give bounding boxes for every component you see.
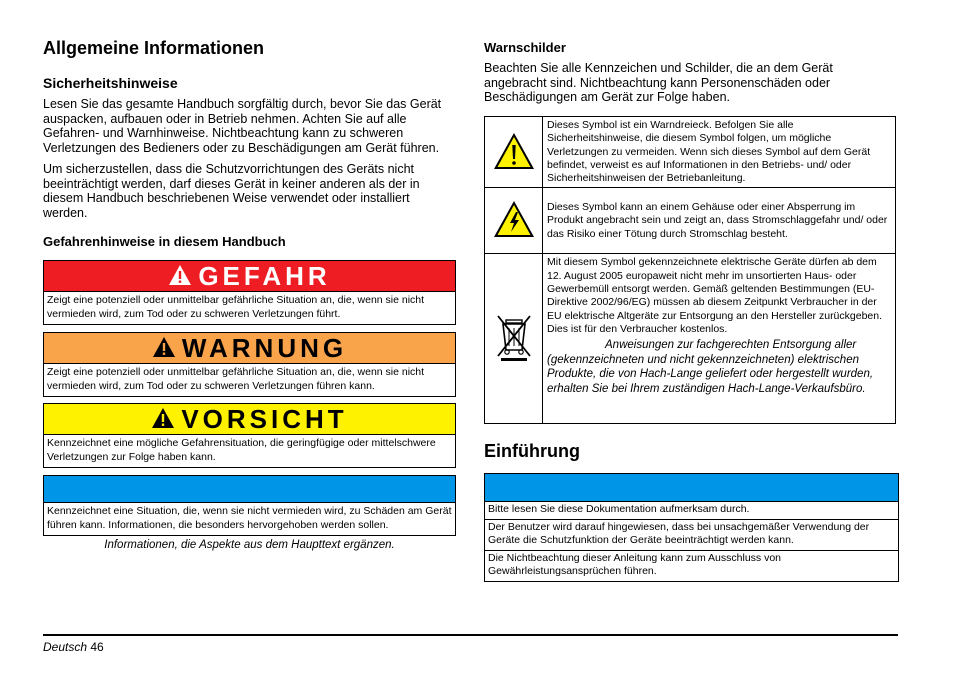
warning-triangle-icon xyxy=(168,264,192,286)
crossed-bin-icon xyxy=(492,312,536,362)
hazard-box-warning xyxy=(43,332,456,397)
note-italic: Informationen, die Aspekte aus dem Haupttext ergänzen. xyxy=(104,539,395,551)
warning-triangle-icon xyxy=(492,131,536,171)
intro-row: Bitte lesen Sie diese Dokumentation aufmerksam durch. xyxy=(485,502,898,520)
table-row xyxy=(485,254,896,424)
sign-text-cell xyxy=(543,254,896,424)
hazard-band-danger xyxy=(44,261,455,292)
hazard-description: Kennzeichnet eine mögliche Gefahrensituation, die geringfügige oder mittelschwere Verletzungen zur Folge haben kann. xyxy=(47,437,436,463)
table-row xyxy=(485,117,896,188)
sign-icon-cell xyxy=(485,188,543,254)
table-row xyxy=(485,188,896,254)
warn-paragraph: Beachten Sie alle Kennzeichen und Schilder, die an dem Gerät angebracht sind. Nichtbeachtung kann Personenschäden oder Beschädigungen am Gerät zur Folge haben. xyxy=(484,61,833,105)
sign-icon-cell xyxy=(485,254,543,424)
warning-triangle-icon xyxy=(152,336,176,358)
hazard-label: GEFAHR xyxy=(198,260,331,291)
safety-heading: Sicherheitshinweise xyxy=(43,75,178,91)
footer-language: Deutsch xyxy=(43,640,88,654)
safety-paragraph-1: Lesen Sie das gesamte Handbuch sorgfältig durch, bevor Sie das Gerät auspacken, aufbauen oder in Betrieb nehmen. Achten Sie auf alle Gefahren- und Warnhinweise. Nichtbeachtung kann zu schweren Verletzungen des Bedieners oder zu Beschädigungen am Gerät führen. xyxy=(43,97,442,156)
hazard-description: Kennzeichnet eine Situation, die, wenn sie nicht vermieden wird, zu Schäden am Gerät führen kann. Informationen, die besonders hervorgehoben werden sollen. xyxy=(47,505,452,531)
hazard-description: Zeigt eine potenziell oder unmittelbar gefährliche Situation an, die, wenn sie nicht vermieden wird, zum Tod oder zu schweren Verletzungen führen kann. xyxy=(47,366,425,392)
hazard-box-caution xyxy=(43,403,456,468)
sign-italic-text: Anweisungen zur fachgerechten Entsorgung aller (gekennzeichneten und nicht gekennzeichneten) elektrischen Produkte, die von Hach-Lange geliefert oder hergestellt wurden, erhalten Sie bei Ihrem zuständigen Hach-Lange-Verkaufsbüro. xyxy=(547,339,874,396)
page-footer xyxy=(43,640,104,654)
signs-table xyxy=(484,116,896,424)
warning-triangle-icon xyxy=(151,407,175,429)
sign-text: Mit diesem Symbol gekennzeichnete elektrische Geräte dürfen ab dem 12. August 2005 europaweit nicht mehr im unsortierten Haus- oder Gewerbemüll entsorgt werden. Gemäß geltenden Bestimmungen (EU-Direktive 2002/96/EG) müssen ab diesem Zeitpunkt Verbraucher in der EU elektrische Altgeräte zur Entsorgung an den Hersteller zurückgeben. Dies ist für den Verbraucher kostenlos. xyxy=(547,256,883,335)
warn-heading: Warnschilder xyxy=(484,40,566,55)
hazard-description: Zeigt eine potenziell oder unmittelbar gefährliche Situation an, die, wenn sie nicht vermieden wird, zum Tod oder zu schweren Verletzungen führt. xyxy=(47,294,425,320)
hazard-box-danger xyxy=(43,260,456,325)
hazard-heading: Gefahrenhinweise in diesem Handbuch xyxy=(43,234,286,249)
hazard-box-notice xyxy=(43,475,456,536)
sign-text: Dieses Symbol kann an einem Gehäuse oder einer Absperrung im Produkt angebracht sein und zeigt an, dass Stromschlaggefahr und/ oder das Risiko einer Tötung durch Stromschlag besteht. xyxy=(543,188,896,254)
hazard-band-notice xyxy=(44,476,455,503)
intro-heading: Einführung xyxy=(484,441,580,461)
intro-row: Die Nichtbeachtung dieser Anleitung kann zum Ausschluss von Gewährleistungsansprüchen führen. xyxy=(488,551,782,577)
intro-row: Der Benutzer wird darauf hingewiesen, dass bei unsachgemäßer Verwendung der Geräte die Schutzfunktion der Geräte beeinträchtigt werden kann. xyxy=(485,520,898,551)
section-title: Allgemeine Informationen xyxy=(43,38,265,58)
sign-icon-cell xyxy=(485,117,543,188)
intro-box xyxy=(484,473,899,582)
safety-paragraph-2: Um sicherzustellen, dass die Schutzvorrichtungen des Geräts nicht beeinträchtigt werden, darf dieses Gerät in keiner anderen als der in diesem Handbuch beschriebenen Weise verwendet oder installiert werden. xyxy=(43,162,420,221)
hazard-band-caution xyxy=(44,404,455,435)
sign-text: Dieses Symbol ist ein Warndreieck. Befolgen Sie alle Sicherheitshinweise, die diesem Symbol folgen, um mögliche Verletzungen zu vermeiden. Wenn sich dieses Symbol auf dem Gerät befindet, verweist es auf Informationen in den Betriebs- und/ oder Sicherheitshinweisen der Betriebanleitung. xyxy=(543,117,896,188)
hazard-label: VORSICHT xyxy=(181,403,348,434)
footer-rule xyxy=(43,634,898,636)
hazard-label: WARNUNG xyxy=(181,332,348,363)
electric-shock-icon xyxy=(492,199,536,239)
hazard-band-warning xyxy=(44,333,455,364)
footer-page-number: 46 xyxy=(90,640,104,654)
intro-band xyxy=(485,474,898,502)
